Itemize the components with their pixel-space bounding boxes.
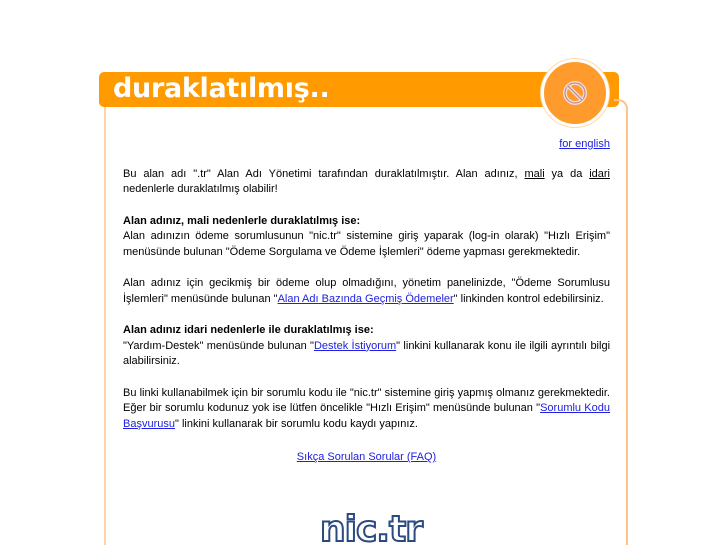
- code-text-end: " linkini kullanarak bir sorumlu kodu kaydı yapınız.: [174, 417, 418, 430]
- frame-border-left: [104, 107, 106, 545]
- intro-text-end: nedenlerle duraklatılmış olabilir!: [123, 183, 278, 195]
- past-payments-link[interactable]: Alan Adı Bazında Geçmiş Ödemeler: [277, 292, 454, 305]
- page-title: duraklatılmış..: [113, 73, 330, 104]
- intro-text-mid: ya da: [544, 167, 590, 180]
- support-text: "Yardım-Destek" menüsünde bulunan ": [123, 339, 314, 352]
- administrative-section: [123, 323, 610, 370]
- administrative-heading: Alan adınız idari nedenlerle ile duraklatılmış ise:: [123, 324, 374, 336]
- financial-check-paragraph: [123, 276, 610, 307]
- intro-text: Bu alan adı ".tr" Alan Adı Yönetimi tarafından duraklatılmıştır. Alan adınız,: [123, 167, 525, 180]
- no-entry-icon: [561, 79, 589, 107]
- financial-section: [123, 214, 610, 261]
- intro-paragraph: [123, 167, 610, 198]
- main-content: [123, 137, 610, 466]
- financial-text: Alan adınızın ödeme sorumlusunun "nic.tr" sistemine giriş yaparak (log-in olarak) "Hızlı Erişim" menüsünde bulunan "Ödeme Sorgulama ve Ödeme İşlemleri" ödeme yapması gerekmektedir.: [123, 230, 610, 258]
- contact-code-paragraph: [123, 386, 610, 433]
- support-request-link[interactable]: Destek İstiyorum: [313, 339, 397, 352]
- contact-code-application-link[interactable]: Sorumlu Kodu Başvurusu: [123, 402, 610, 430]
- check-text: Alan adınız için gecikmiş bir ödeme olup olmadığını, yönetim panelinizde, "Ödeme Sorumlusu İşlemleri" menüsünde bulunan ": [123, 277, 610, 305]
- code-text: Bu linki kullanabilmek için bir sorumlu kodu ile "nic.tr" sistemine giriş yapmış olmanız gerekmektedir. Eğer bir sorumlu kodunuz yok ise lütfen öncelikle "Hızlı Erişim" menüsünde bulunan ": [123, 386, 610, 414]
- idari-term: idari: [589, 167, 611, 180]
- check-text-end: " linkinden kontrol edebilirsiniz.: [453, 292, 604, 305]
- financial-heading: Alan adınız, mali nedenlerle duraklatılmış ise:: [123, 214, 361, 227]
- for-english-link[interactable]: for english: [559, 138, 610, 150]
- faq-link[interactable]: Sıkça Sorulan Sorular (FAQ): [296, 451, 437, 463]
- mali-term: mali: [524, 167, 545, 180]
- nic-tr-logo: nic.tr: [320, 509, 422, 550]
- status-badge: [541, 59, 609, 127]
- support-text-end: " linkini kullanarak konu ile ilgili ayrıntılı bilgi alabilirsiniz.: [123, 339, 611, 367]
- frame-border-right: [626, 111, 628, 545]
